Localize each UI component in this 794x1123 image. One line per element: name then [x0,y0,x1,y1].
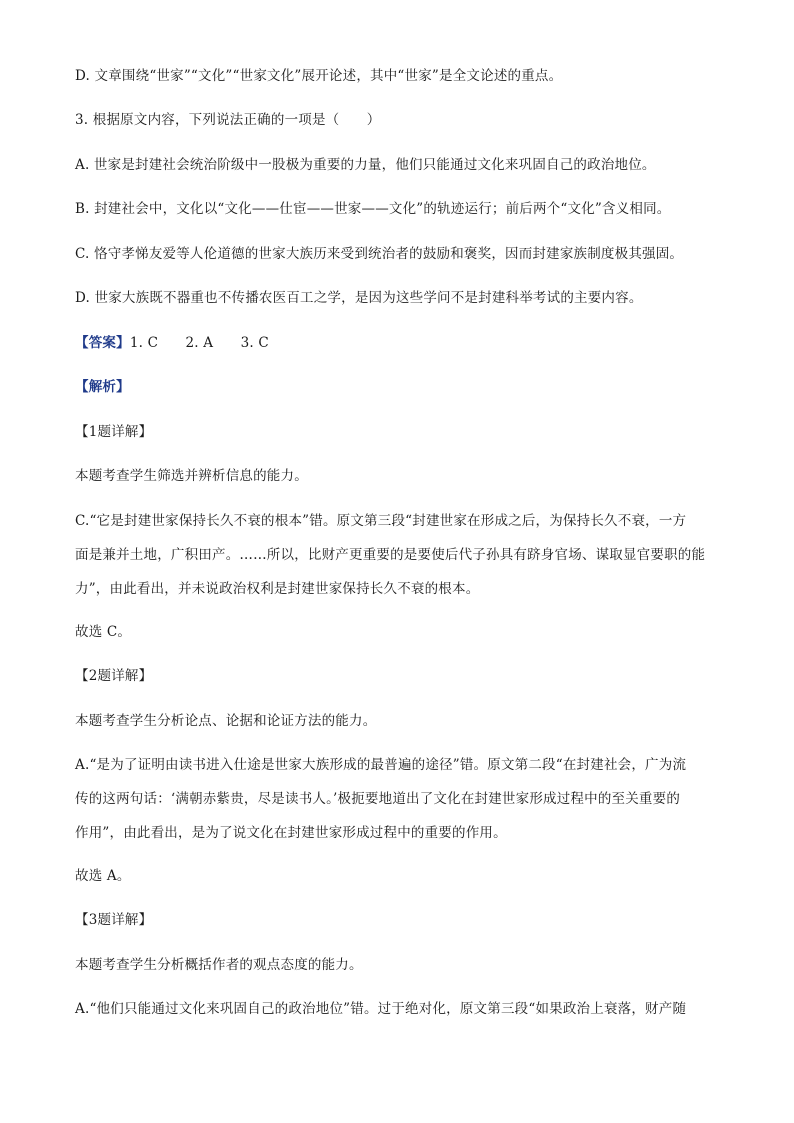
q1-choice: 故选 C。 [75,624,132,640]
q3-intro: 本题考查学生分析概括作者的观点态度的能力。 [75,957,363,973]
q2-body-line: A.“是为了证明由读书进入仕途是世家大族形成的最普遍的途径”错。原文第二段“在封建社会，广为流 [75,757,687,773]
q2-body-line: 作用”，由此看出，是为了说文化在封建世家形成过程中的重要的作用。 [75,825,507,841]
q2-choice: 故选 A。 [75,868,131,884]
q1-body-line: 力”，由此看出，并未说政治权利是封建世家保持长久不衰的根本。 [75,581,480,597]
q1-body-line: C.“它是封建世家保持长久不衰的根本”错。原文第三段“封建世家在形成之后，为保持长久不衰，一方 [75,513,687,529]
answer-tag: 【答案】 [75,335,130,351]
analysis-tag: 【解析】 [75,379,130,395]
option-c-q3: C. 恪守孝悌友爱等人伦道德的世家大族历来受到统治者的鼓励和褒奖，因而封建家族制度极其强固。 [75,246,684,262]
q3-body-line: A.“他们只能通过文化来巩固自己的政治地位”错。过于绝对化，原文第三段“如果政治上衰落，财产随 [75,1001,687,1017]
option-d-q2: D. 文章围绕“世家”“文化”“世家文化”展开论述，其中“世家”是全文论述的重点。 [75,68,563,84]
answer-text: 1. C 2. A 3. C [129,335,269,351]
q1-heading: 【1题详解】 [75,424,153,440]
question-3: 3. 根据原文内容，下列说法正确的一项是（ ） [75,112,381,128]
answer-line [75,333,725,353]
q2-heading: 【2题详解】 [75,668,153,684]
q1-intro: 本题考查学生筛选并辨析信息的能力。 [75,468,308,484]
q1-body-line: 面是兼并土地，广积田产。……所以，比财产更重要的是要使后代子孙具有跻身官场、谋取显官要职的能 [75,547,706,563]
q2-body-line: 传的这两句话：‘满朝赤紫贵，尽是读书人。’极扼要地道出了文化在封建世家形成过程中的至关重要的 [75,791,681,807]
q2-intro: 本题考查学生分析论点、论据和论证方法的能力。 [75,713,377,729]
analysis-heading [75,377,725,397]
q3-heading: 【3题详解】 [75,912,153,928]
option-a-q3: A. 世家是封建社会统治阶级中一股极为重要的力量，他们只能通过文化来巩固自己的政治地位。 [75,157,656,173]
option-b-q3: B. 封建社会中，文化以“文化——仕宦——世家——文化”的轨迹运行；前后两个“文化”含义相同。 [75,201,671,217]
option-d-q3: D. 世家大族既不器重也不传播农医百工之学，是因为这些学问不是封建科举考试的主要内容。 [75,290,643,306]
